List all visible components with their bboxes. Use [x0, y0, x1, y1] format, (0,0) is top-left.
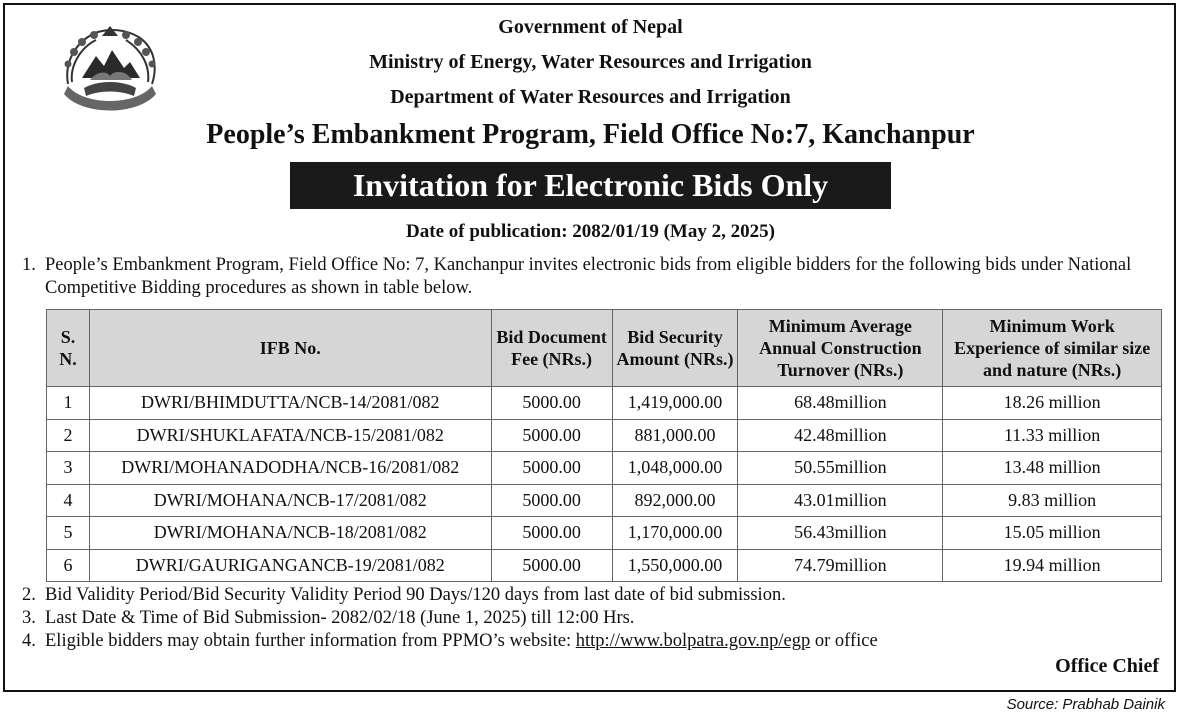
table-row [47, 484, 1162, 517]
cell-experience: 13.48 million [943, 452, 1162, 485]
cell-turnover: 42.48million [738, 419, 943, 452]
notice-title-banner: Invitation for Electronic Bids Only [290, 162, 891, 209]
cell-security: 1,170,000.00 [612, 517, 738, 550]
cell-ifb: DWRI/MOHANA/NCB-17/2081/082 [89, 484, 491, 517]
note-text: Bid Validity Period/Bid Security Validity Period 90 Days/120 days from last date of bid submission. [45, 585, 786, 605]
note-text: Last Date & Time of Bid Submission- 2082/02/18 (June 1, 2025) till 12:00 Hrs. [45, 608, 635, 628]
cell-fee: 5000.00 [491, 419, 612, 452]
header-fee: Bid Document Fee (NRs.) [491, 310, 612, 387]
notes-list [22, 584, 1162, 653]
cell-turnover: 56.43million [738, 517, 943, 550]
cell-security: 892,000.00 [612, 484, 738, 517]
header-security: Bid Security Amount (NRs.) [612, 310, 738, 387]
cell-security: 1,048,000.00 [612, 452, 738, 485]
cell-turnover: 43.01million [738, 484, 943, 517]
cell-security: 1,419,000.00 [612, 387, 738, 420]
cell-ifb: DWRI/BHIMDUTTA/NCB-14/2081/082 [89, 387, 491, 420]
cell-turnover: 68.48million [738, 387, 943, 420]
table-row [47, 452, 1162, 485]
cell-sn: 6 [47, 549, 90, 582]
table-row [47, 517, 1162, 550]
note-item [22, 630, 1162, 653]
cell-fee: 5000.00 [491, 517, 612, 550]
cell-fee: 5000.00 [491, 549, 612, 582]
cell-turnover: 74.79million [738, 549, 943, 582]
table-row [47, 419, 1162, 452]
header-turnover: Minimum Average Annual Construction Turnover (NRs.) [738, 310, 943, 387]
intro-paragraph [22, 254, 1167, 300]
cell-fee: 5000.00 [491, 484, 612, 517]
cell-experience: 11.33 million [943, 419, 1162, 452]
department-heading: Department of Water Resources and Irrigation [390, 86, 791, 108]
note-suffix: or office [814, 631, 878, 651]
cell-sn: 1 [47, 387, 90, 420]
cell-ifb: DWRI/SHUKLAFATA/NCB-15/2081/082 [89, 419, 491, 452]
note-item [22, 584, 1162, 607]
government-heading: Government of Nepal [498, 16, 683, 38]
cell-ifb: DWRI/MOHANA/NCB-18/2081/082 [89, 517, 491, 550]
table-row [47, 549, 1162, 582]
table-row [47, 387, 1162, 420]
note-item [22, 607, 1162, 630]
cell-experience: 15.05 million [943, 517, 1162, 550]
cell-sn: 5 [47, 517, 90, 550]
intro-number: 1. [22, 255, 36, 275]
office-heading: People’s Embankment Program, Field Office No:7, Kanchanpur [206, 119, 975, 150]
note-text: Eligible bidders may obtain further information from PPMO’s website: [45, 631, 572, 651]
cell-experience: 19.94 million [943, 549, 1162, 582]
cell-security: 881,000.00 [612, 419, 738, 452]
cell-sn: 2 [47, 419, 90, 452]
source-credit: Source: Prabhab Dainik [1006, 696, 1165, 713]
header-experience: Minimum Work Experience of similar size and nature (NRs.) [943, 310, 1162, 387]
publication-date: Date of publication: 2082/01/19 (May 2, 2025) [406, 221, 775, 242]
header-sn: S. N. [47, 310, 90, 387]
cell-fee: 5000.00 [491, 387, 612, 420]
cell-sn: 3 [47, 452, 90, 485]
cell-experience: 18.26 million [943, 387, 1162, 420]
cell-sn: 4 [47, 484, 90, 517]
cell-security: 1,550,000.00 [612, 549, 738, 582]
table-header-row [47, 310, 1162, 387]
note-number: 4. [22, 631, 36, 651]
note-number: 2. [22, 585, 36, 605]
note-number: 3. [22, 608, 36, 628]
ministry-heading: Ministry of Energy, Water Resources and Irrigation [369, 51, 812, 73]
cell-fee: 5000.00 [491, 452, 612, 485]
intro-text: People’s Embankment Program, Field Office No: 7, Kanchanpur invites electronic bids from eligible bidders for the following bids under National Competitive Bidding procedures as shown in table below. [45, 255, 1132, 298]
cell-ifb: DWRI/GAURIGANGANCB-19/2081/082 [89, 549, 491, 582]
bids-table [46, 309, 1162, 582]
cell-experience: 9.83 million [943, 484, 1162, 517]
signature-office-chief: Office Chief [1055, 655, 1159, 677]
ppmo-website-link[interactable]: http://www.bolpatra.gov.np/egp [575, 631, 811, 651]
header-ifb: IFB No. [89, 310, 491, 387]
cell-ifb: DWRI/MOHANADODHA/NCB-16/2081/082 [89, 452, 491, 485]
cell-turnover: 50.55million [738, 452, 943, 485]
